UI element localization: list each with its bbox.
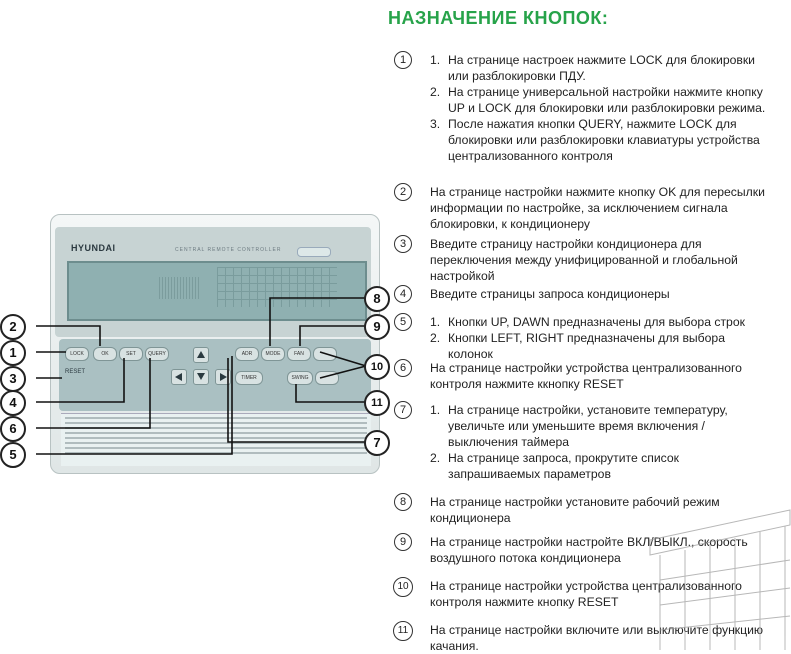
leader-line-10a (320, 352, 366, 366)
leader-line-9 (300, 326, 366, 346)
sub-number: 1. (430, 53, 441, 67)
sub-number: 3. (430, 117, 441, 131)
item-number-badge: 2 (394, 183, 412, 201)
sub-text: Кнопки UP, DAWN предназначены для выбора строк (448, 315, 745, 329)
leader-line-4 (36, 358, 124, 402)
sub-number: 1. (430, 403, 441, 417)
screen-label: CENTRAL REMOTE CONTROLLER (175, 247, 282, 253)
callout-3: 3 (0, 366, 26, 392)
mode-button[interactable]: MODE (261, 347, 285, 361)
leader-line-5 (36, 356, 232, 454)
callout-6: 6 (0, 416, 26, 442)
callout-4: 4 (0, 390, 26, 416)
lock-button[interactable]: LOCK (65, 347, 89, 361)
item-text: На странице настройки устройства централизованного контроля нажмите кнопку RESET (430, 579, 742, 609)
item-number-badge: 11 (393, 621, 413, 641)
query-button[interactable]: QUERY (145, 347, 169, 361)
item-number-badge: 6 (394, 359, 412, 377)
item-number-badge: 9 (394, 533, 412, 551)
callout-5: 5 (0, 442, 26, 468)
callout-9: 9 (364, 314, 390, 340)
callout-2: 2 (0, 314, 26, 340)
item-number-badge: 5 (394, 313, 412, 331)
leader-line-2 (36, 326, 100, 346)
item-text: На странице настройки установите рабочий режим кондиционера (430, 495, 720, 525)
adr-button[interactable]: ADR (235, 347, 259, 361)
item-number-badge: 10 (393, 577, 413, 597)
fan-button[interactable]: FAN (287, 347, 311, 361)
callout-7: 7 (364, 430, 390, 456)
sub-number: 1. (430, 315, 441, 329)
section-title: НАЗНАЧЕНИЕ КНОПОК: (388, 8, 609, 28)
callout-10: 10 (364, 354, 390, 380)
sub-text: На странице настроек нажмите LOCK для блокировки или разблокировки ПДУ. (448, 53, 755, 83)
item-text: На странице настройки включите или выключите функцию качания. (430, 623, 764, 653)
sub-text: На странице настройки, установите температуру, увеличьте или уменьшите время включения / выключения таймера (448, 403, 728, 449)
item-text: Введите страницу настройки кондиционера для переключения между унифицированной и глобальной настройкой (430, 237, 738, 283)
sub-text: Кнопки LEFT, RIGHT предназначены для выбора колонок (448, 331, 725, 361)
sub-text: На странице универсальной настройки нажмите кнопку UP и LOCK для блокировки или разблокировки режима. (448, 85, 766, 115)
sub-number: 2. (430, 451, 441, 465)
item-number-badge: 4 (394, 285, 412, 303)
item-text: На странице настройки нажмите кнопку OK для пересылки информации по настройке, за исключением сигнала блокировки, к кондиционеру (430, 185, 765, 231)
item-number-badge: 3 (394, 235, 412, 253)
timer-button[interactable]: TIMER (235, 371, 263, 385)
swing-button[interactable]: SWING (287, 371, 313, 385)
callout-11: 11 (364, 390, 390, 416)
set-button[interactable]: SET (119, 347, 143, 361)
leader-line-6 (36, 358, 150, 428)
leader-line-8 (270, 298, 366, 346)
leader-line-11 (296, 384, 366, 402)
callout-8: 8 (364, 286, 390, 312)
item-number-badge: 8 (394, 493, 412, 511)
item-text: На странице настройки настройте ВКЛ/ВЫКЛ., скорость воздушного потока кондиционера (430, 535, 748, 565)
reset-label: RESET (65, 369, 86, 375)
item-number-badge: 7 (394, 401, 412, 419)
brand-logo: HYUNDAI (71, 243, 116, 253)
sub-text: На странице запроса, прокрутите список запрашиваемых параметров (448, 451, 679, 481)
sub-number: 2. (430, 85, 441, 99)
callout-1: 1 (0, 340, 26, 366)
leader-line-10b (320, 366, 366, 378)
ok-button[interactable]: OK (93, 347, 117, 361)
item-number-badge: 1 (394, 51, 412, 69)
item-text: На странице настройки устройства централизованного контроля нажмите ккнопку RESET (430, 361, 742, 391)
sub-text: После нажатия кнопки QUERY, нажмите LOCK для блокировки или разблокировки клавиатуры устройства централизованного контроля (448, 117, 760, 163)
item-text: Введите страницы запроса кондиционеры (430, 287, 670, 301)
sub-number: 2. (430, 331, 441, 345)
